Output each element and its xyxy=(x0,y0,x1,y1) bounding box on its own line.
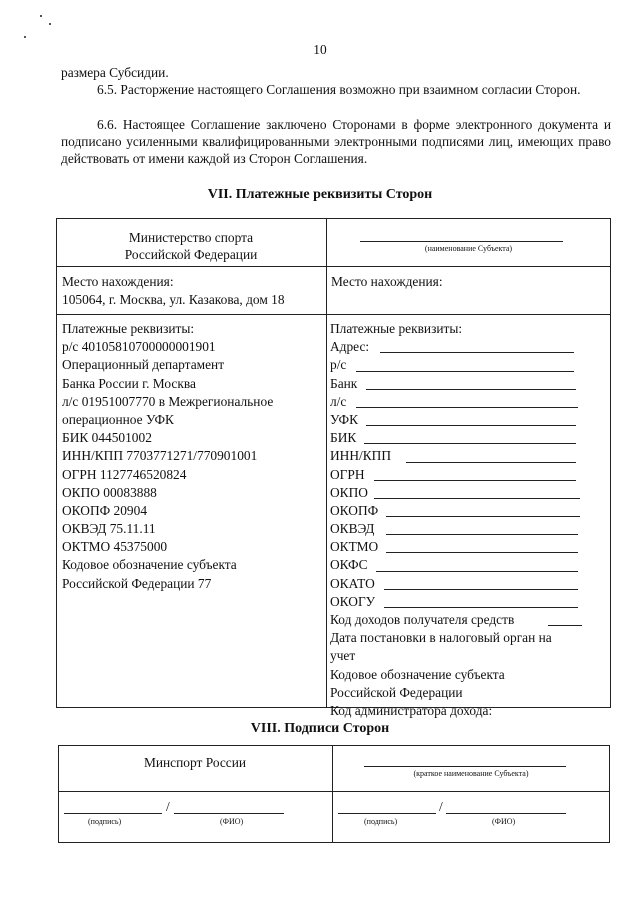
signature-line xyxy=(64,813,162,814)
fio-caption: (ФИО) xyxy=(220,817,244,826)
req-label: р/с xyxy=(330,357,347,373)
req-field-ls xyxy=(330,393,610,411)
fill-line xyxy=(374,498,580,499)
paragraph-subsidy: размера Субсидии. xyxy=(61,65,169,80)
req-field-bik xyxy=(330,429,610,447)
req-label: Адрес: xyxy=(330,339,370,355)
section-8-title: VIII. Подписи Сторон xyxy=(250,721,390,736)
fill-line xyxy=(380,352,574,353)
req-label: ИНН/КПП xyxy=(330,448,392,464)
table-divider xyxy=(56,266,611,267)
req-label: л/с xyxy=(330,393,347,409)
req-label: ОКПО xyxy=(330,484,368,500)
subject-short-name-caption: (краткое наименование Субъекта) xyxy=(413,769,529,778)
fill-line xyxy=(376,571,578,572)
page-number: 10 xyxy=(313,42,327,57)
req-label: УФК xyxy=(330,411,358,427)
req-line: ОГРН 1127746520824 xyxy=(62,466,187,482)
req-label: ОКТМО xyxy=(330,539,379,555)
req-field-okved xyxy=(330,520,610,538)
signature-caption: (подпись) xyxy=(88,817,122,826)
fill-line xyxy=(356,371,574,372)
req-line: Российской Федерации 77 xyxy=(62,575,212,591)
table-divider xyxy=(326,218,327,708)
ministry-name xyxy=(56,229,326,263)
req-field-oktmo xyxy=(330,538,610,556)
subject-name-caption: (наименование Субъекта) xyxy=(424,244,513,253)
ministry-name-line2: Российской Федерации xyxy=(124,247,258,262)
scan-mark xyxy=(40,15,42,17)
subject-name-line xyxy=(360,241,563,242)
fill-line xyxy=(366,389,576,390)
section-7-title: VII. Платежные реквизиты Сторон xyxy=(207,187,433,202)
fill-line xyxy=(364,443,576,444)
fill-line xyxy=(386,516,580,517)
req-field-bank xyxy=(330,375,610,393)
req-line: ОКВЭД 75.11.11 xyxy=(62,521,156,537)
fio-line xyxy=(174,813,284,814)
fio-caption: (ФИО) xyxy=(492,817,516,826)
scan-mark xyxy=(24,36,26,38)
req-field-okfs xyxy=(330,556,610,574)
req-field-okpo xyxy=(330,484,610,502)
req-line: л/с 01951007770 в Межрегиональное xyxy=(62,393,274,409)
fill-line xyxy=(386,534,578,535)
req-line: ИНН/КПП 7703771271/770901001 xyxy=(62,448,258,464)
req-label: ОКВЭД xyxy=(330,521,375,537)
req-tax-date-line1: Дата постановки в налоговый орган на xyxy=(330,630,552,646)
req-field-address xyxy=(330,338,610,356)
req-tax-date-line2: учет xyxy=(330,648,356,664)
req-label: ОГРН xyxy=(330,466,365,482)
subject-short-name-line xyxy=(364,766,566,767)
req-field-okopf xyxy=(330,502,610,520)
fill-line xyxy=(548,625,582,626)
fill-line xyxy=(374,480,576,481)
req-label: ОКАТО xyxy=(330,575,375,591)
signature-line xyxy=(338,813,436,814)
req-field-okato xyxy=(330,575,610,593)
left-location-label: Место нахождения: xyxy=(62,274,174,289)
scan-mark xyxy=(49,23,51,25)
fill-line xyxy=(386,552,578,553)
req-line: ОКПО 00083888 xyxy=(62,484,157,500)
req-field-ogrn xyxy=(330,466,610,484)
req-line: Платежные реквизиты: xyxy=(62,321,195,336)
req-line: операционное УФК xyxy=(62,411,174,427)
req-line: Операционный департамент xyxy=(62,357,225,373)
signature-slash: / xyxy=(439,799,443,814)
req-field-okogu xyxy=(330,593,610,611)
req-field-inn xyxy=(330,447,610,465)
req-line: БИК 044501002 xyxy=(62,430,152,446)
fill-line xyxy=(366,425,576,426)
table-divider xyxy=(332,745,333,843)
req-field-income-code xyxy=(330,611,610,629)
fill-line xyxy=(384,607,578,608)
ministry-requisites xyxy=(62,320,324,593)
req-line: ОКОПФ 20904 xyxy=(62,502,148,518)
req-label: ОКОПФ xyxy=(330,502,379,518)
fio-line xyxy=(446,813,566,814)
req-subject-code-line1: Кодовое обозначение субъекта xyxy=(330,666,505,682)
req-label: Банк xyxy=(330,375,358,391)
signature-caption: (подпись) xyxy=(364,817,398,826)
req-line: Банка России г. Москва xyxy=(62,375,196,391)
req-field-rs xyxy=(330,356,610,374)
left-location-value: 105064, г. Москва, ул. Казакова, дом 18 xyxy=(62,292,285,307)
req-line: Кодовое обозначение субъекта xyxy=(62,557,237,573)
fill-line xyxy=(356,407,578,408)
req-label: Код доходов получателя средств xyxy=(330,612,515,627)
paragraph-6-5: 6.5. Расторжение настоящего Соглашения возможно при взаимном согласии Сторон. xyxy=(97,82,581,97)
signature-slash: / xyxy=(166,799,170,814)
fill-line xyxy=(406,462,576,463)
ministry-name-line1: Министерство спорта xyxy=(128,230,254,245)
req-field-ufk xyxy=(330,411,610,429)
req-admin-code: Код администратора дохода: xyxy=(330,702,493,718)
table-divider xyxy=(56,314,611,315)
req-label: ОКОГУ xyxy=(330,593,376,609)
req-line: ОКТМО 45375000 xyxy=(62,539,168,555)
req-line: р/с 40105810700000001901 xyxy=(62,339,216,355)
fill-line xyxy=(384,589,578,590)
right-location-label: Место нахождения: xyxy=(331,274,443,289)
req-title: Платежные реквизиты: xyxy=(330,321,463,336)
paragraph-6-6: 6.6. Настоящее Соглашение заключено Сторонами в форме электронного документа и подписано усиленными квалифицированными электронными подписями лиц, имеющих право действовать от имени каждой из Сторон Соглашения. xyxy=(61,117,611,166)
req-label: БИК xyxy=(330,430,357,446)
table-divider xyxy=(58,791,610,792)
req-label: ОКФС xyxy=(330,557,368,573)
req-subject-code-line2: Российской Федерации xyxy=(330,684,463,700)
subject-requisites xyxy=(330,320,610,720)
ministry-short-name: Минспорт России xyxy=(143,755,247,770)
